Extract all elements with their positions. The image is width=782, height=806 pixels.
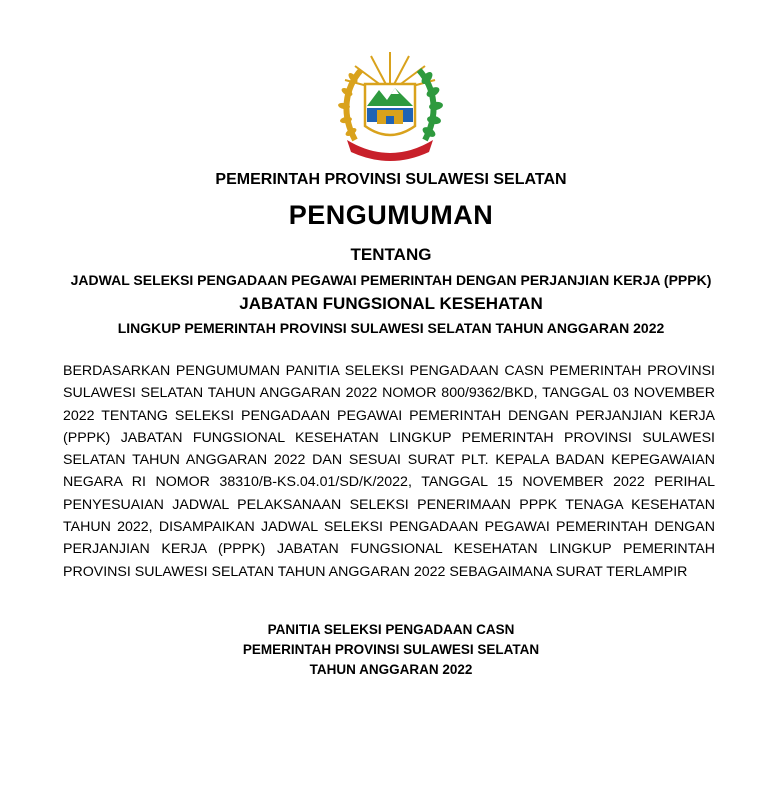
about-label: TENTANG bbox=[350, 245, 432, 264]
announcement-paragraph: BERDASARKAN PENGUMUMAN PANITIA SELEKSI PENGADAAN CASN PEMERINTAH PROVINSI SULAWESI SELATAN TAHUN ANGGARAN 2022 NOMOR 800/9362/BKD, TANGGAL 03 NOVEMBER 2022 TENTANG SELEKSI PENGADAAN PEGAWAI PEMERINTAH DENGAN PERJANJIAN KERJA (PPPK) JABATAN FUNGSIONAL KESEHATAN LINGKUP PEMERINTAH PROVINSI SULAWESI SELATAN TAHUN ANGGARAN 2022 DAN SESUAI SURAT PLT. KEPALA BADAN KEPEGAWAIAN NEGARA RI NOMOR 38310/B-KS.04.01/SD/K/2022, TANGGAL 15 NOVEMBER 2022 PERIHAL PENYESUAIAN JADWAL PELAKSANAAN SELEKSI PENERIMAAN PPPK TENAGA KESEHATAN TAHUN 2022, DISAMPAIKAN JADWAL SELEKSI PENGADAAN PEGAWAI PEMERINTAH DENGAN PERJANJIAN KERJA (PPPK) JABATAN FUNGSIONAL KESEHATAN LINGKUP PEMERINTAH PROVINSI SULAWESI SELATAN TAHUN ANGGARAN 2022 SEBAGAIMANA SURAT TERLAMPIR bbox=[63, 363, 715, 580]
subject-line-1: JADWAL SELEKSI PENGADAAN PEGAWAI PEMERINTAH DENGAN PERJANJIAN KERJA (PPPK) bbox=[70, 272, 712, 288]
signature-line-2: PEMERINTAH PROVINSI SULAWESI SELATAN bbox=[242, 642, 540, 657]
subject-line-3: LINGKUP PEMERINTAH PROVINSI SULAWESI SELATAN TAHUN ANGGARAN 2022 bbox=[117, 320, 665, 336]
government-name: PEMERINTAH PROVINSI SULAWESI SELATAN bbox=[215, 171, 567, 188]
signature-line-1: PANITIA SELEKSI PENGADAAN CASN bbox=[267, 622, 515, 637]
page-title: PENGUMUMAN bbox=[288, 200, 494, 230]
signature-line-3: TAHUN ANGGARAN 2022 bbox=[309, 662, 473, 677]
sulawesi-selatan-coat-of-arms-icon bbox=[331, 48, 449, 166]
subject-line-2: JABATAN FUNGSIONAL KESEHATAN bbox=[239, 294, 543, 313]
